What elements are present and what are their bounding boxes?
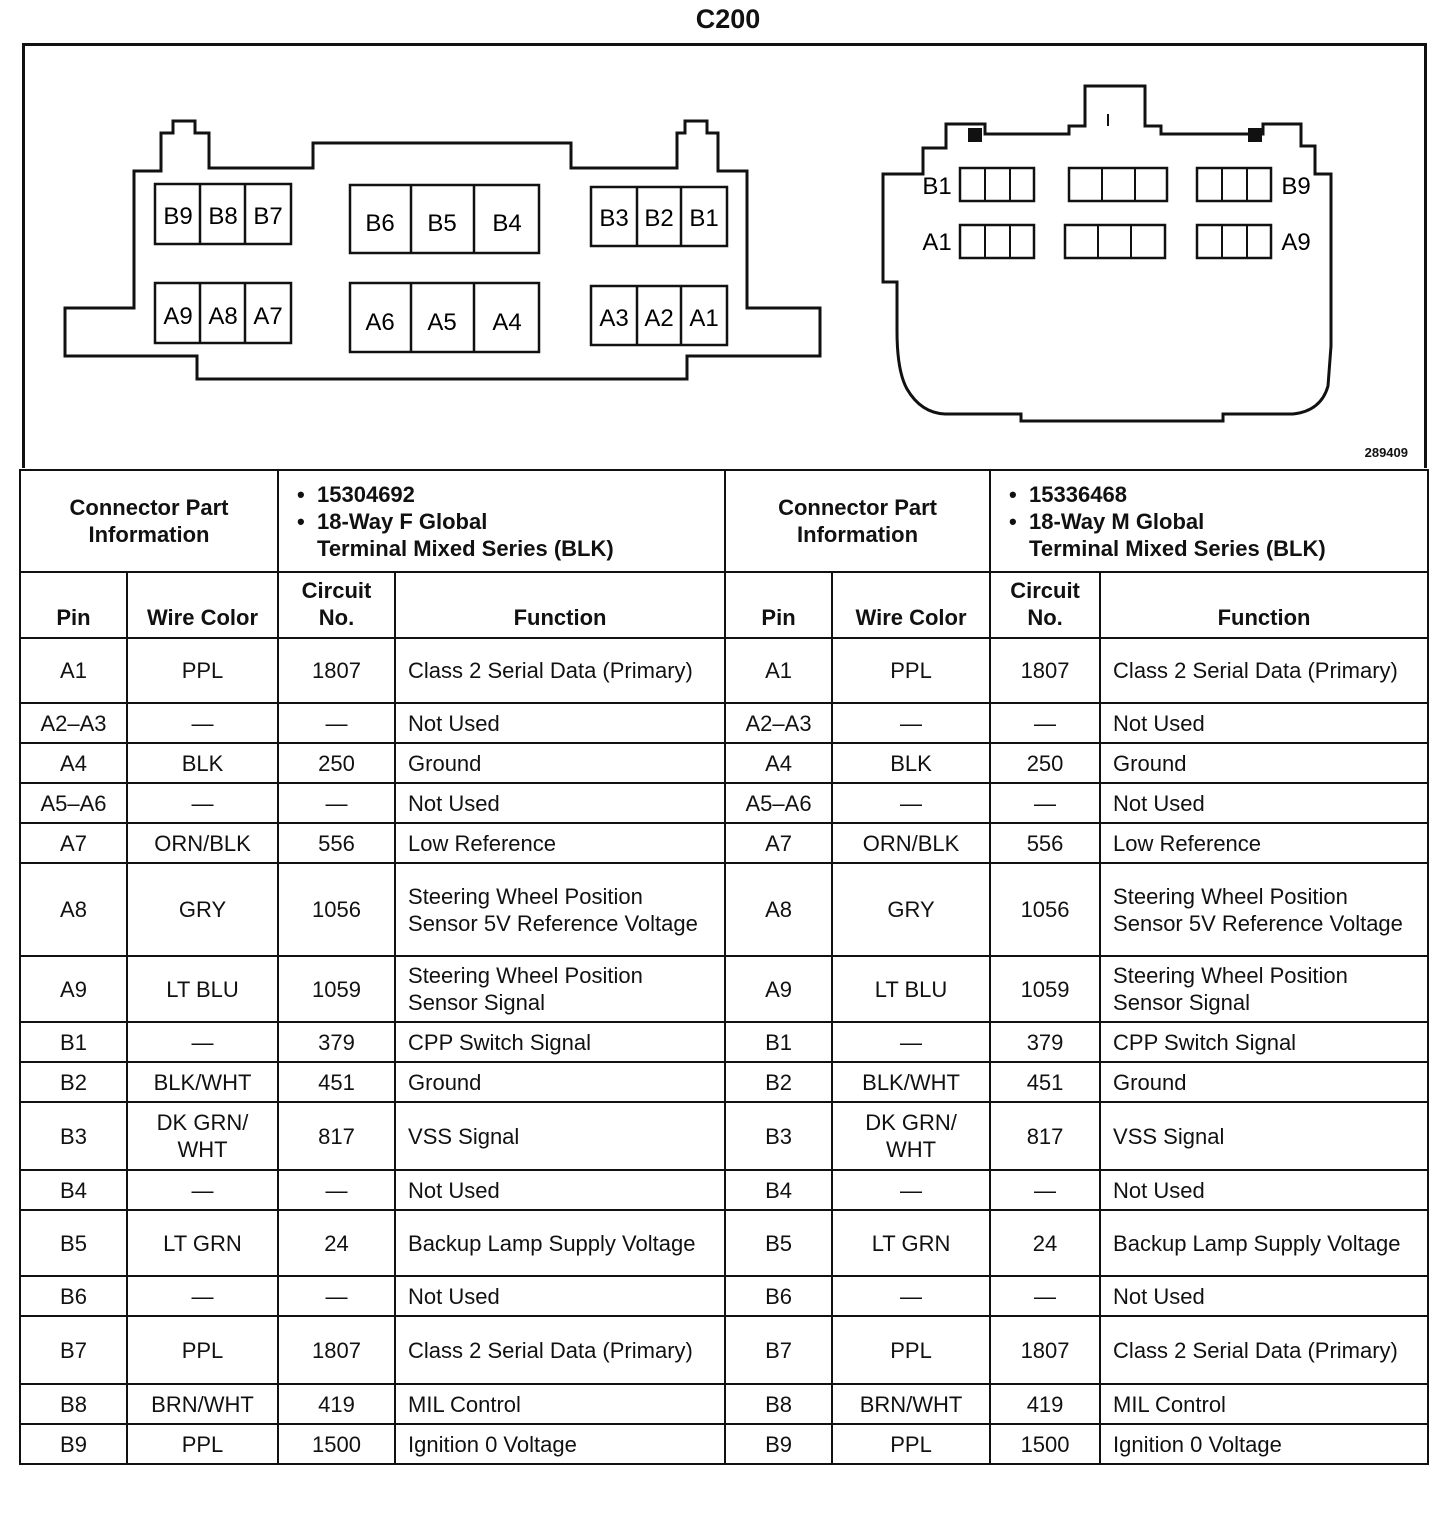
function-cell: Ground (395, 1062, 725, 1102)
circuit-cell: 250 (990, 743, 1100, 783)
pin-cell: A4 (725, 743, 832, 783)
col-pin: Pin (20, 572, 127, 638)
function-cell: VSS Signal (395, 1102, 725, 1170)
circuit-cell: 556 (278, 823, 395, 863)
col-circuit: Circuit No. (278, 572, 395, 638)
function-cell: Steering Wheel Position Sensor Signal (395, 956, 725, 1022)
function-cell: Not Used (395, 1170, 725, 1210)
table-row (20, 1210, 1428, 1276)
figure-id: 289409 (1364, 445, 1408, 460)
wire-color-cell: — (127, 1276, 278, 1316)
pin-cell: B4 (20, 1170, 127, 1210)
table-row (20, 1316, 1428, 1384)
function-cell: Ground (395, 743, 725, 783)
column-header-row (20, 572, 1428, 638)
function-cell: MIL Control (1100, 1384, 1428, 1424)
pin-cell: A2–A3 (20, 703, 127, 743)
table-row (20, 956, 1428, 1022)
male-label-a1: A1 (922, 229, 952, 256)
table-row (20, 1022, 1428, 1062)
table-row (20, 863, 1428, 956)
function-cell: Class 2 Serial Data (Primary) (395, 638, 725, 703)
function-cell: Ground (1100, 1062, 1428, 1102)
function-cell: Not Used (1100, 783, 1428, 823)
function-cell: Not Used (395, 783, 725, 823)
pin-label-a6: A6 (365, 309, 395, 336)
pin-cell: B6 (725, 1276, 832, 1316)
wire-color-cell: PPL (832, 1424, 990, 1464)
circuit-cell: — (278, 703, 395, 743)
pin-cell: A9 (725, 956, 832, 1022)
function-cell: Ignition 0 Voltage (1100, 1424, 1428, 1464)
left-part-info: • 15304692 • 18-Way F Global Terminal Mixed Series (BLK) (278, 470, 725, 572)
pin-cell: B2 (725, 1062, 832, 1102)
circuit-cell: 1056 (278, 863, 395, 956)
col-wire-color: Wire Color (832, 572, 990, 638)
connector-figure (22, 43, 1427, 468)
pin-cell: B7 (725, 1316, 832, 1384)
connector-drawing (25, 46, 1427, 468)
wire-color-cell: LT BLU (832, 956, 990, 1022)
wire-color-cell: ORN/BLK (127, 823, 278, 863)
left-part-desc-1: 18-Way F Global (317, 508, 488, 534)
function-cell: Backup Lamp Supply Voltage (395, 1210, 725, 1276)
table-row (20, 1424, 1428, 1464)
col-wire-color: Wire Color (127, 572, 278, 638)
table-row (20, 638, 1428, 703)
pin-cell: B4 (725, 1170, 832, 1210)
table-row (20, 783, 1428, 823)
left-info-header: Connector Part Information (20, 470, 278, 572)
pin-label-b8: B8 (208, 203, 238, 230)
function-cell: Ground (1100, 743, 1428, 783)
pin-cell: B9 (725, 1424, 832, 1464)
function-cell: Not Used (1100, 1276, 1428, 1316)
col-circuit: Circuit No. (990, 572, 1100, 638)
pin-cell: A7 (20, 823, 127, 863)
function-cell: Low Reference (1100, 823, 1428, 863)
male-label-b1: B1 (922, 173, 952, 200)
circuit-cell: — (278, 783, 395, 823)
pinout-table (19, 469, 1429, 1465)
function-cell: Backup Lamp Supply Voltage (1100, 1210, 1428, 1276)
circuit-cell: 1500 (278, 1424, 395, 1464)
wire-color-cell: LT GRN (832, 1210, 990, 1276)
circuit-cell: 1059 (278, 956, 395, 1022)
pin-cell: A8 (725, 863, 832, 956)
pin-label-a3: A3 (599, 305, 629, 332)
page-title: C200 (695, 4, 761, 34)
circuit-cell: — (278, 1170, 395, 1210)
wire-color-cell: GRY (832, 863, 990, 956)
function-cell: Not Used (1100, 703, 1428, 743)
wire-color-cell: — (832, 1276, 990, 1316)
pin-label-b3: B3 (599, 205, 629, 232)
right-info-header: Connector Part Information (725, 470, 990, 572)
wire-color-cell: PPL (832, 1316, 990, 1384)
table-row (20, 1384, 1428, 1424)
circuit-cell: 419 (278, 1384, 395, 1424)
wire-color-cell: PPL (832, 638, 990, 703)
wire-color-cell: PPL (127, 1424, 278, 1464)
circuit-cell: 1807 (278, 1316, 395, 1384)
table-row (20, 1276, 1428, 1316)
pin-cell: B3 (725, 1102, 832, 1170)
wire-color-cell: BRN/WHT (832, 1384, 990, 1424)
wire-color-cell: — (127, 703, 278, 743)
wire-color-cell: PPL (127, 1316, 278, 1384)
col-pin: Pin (725, 572, 832, 638)
pin-cell: A5–A6 (20, 783, 127, 823)
function-cell: Steering Wheel Position Sensor 5V Reference Voltage (1100, 863, 1428, 956)
wire-color-cell: — (832, 703, 990, 743)
pin-label-b4: B4 (492, 210, 522, 237)
wire-color-cell: BLK/WHT (127, 1062, 278, 1102)
wire-color-cell: BLK (127, 743, 278, 783)
circuit-cell: 419 (990, 1384, 1100, 1424)
female-connector-outline (65, 121, 820, 379)
pin-cell: A9 (20, 956, 127, 1022)
table-row (20, 703, 1428, 743)
wire-color-cell: DK GRN/ WHT (127, 1102, 278, 1170)
circuit-cell: 1059 (990, 956, 1100, 1022)
circuit-cell: 1500 (990, 1424, 1100, 1464)
circuit-cell: 1807 (278, 638, 395, 703)
function-cell: Steering Wheel Position Sensor Signal (1100, 956, 1428, 1022)
pin-cell: A1 (725, 638, 832, 703)
pin-label-b6: B6 (365, 210, 395, 237)
pin-label-a9: A9 (163, 303, 193, 330)
right-part-desc-1: 18-Way M Global (1029, 508, 1205, 534)
function-cell: Not Used (1100, 1170, 1428, 1210)
circuit-cell: 451 (990, 1062, 1100, 1102)
pin-label-b9: B9 (163, 203, 193, 230)
table-row (20, 1102, 1428, 1170)
circuit-cell: — (990, 783, 1100, 823)
circuit-cell: 24 (990, 1210, 1100, 1276)
part-info-row (20, 470, 1428, 572)
circuit-cell: — (990, 1170, 1100, 1210)
wire-color-cell: — (127, 1022, 278, 1062)
right-part-info: • 15336468 • 18-Way M Global Terminal Mixed Series (BLK) (990, 470, 1428, 572)
circuit-cell: 817 (278, 1102, 395, 1170)
male-label-a9: A9 (1281, 229, 1311, 256)
function-cell: VSS Signal (1100, 1102, 1428, 1170)
table-row (20, 823, 1428, 863)
circuit-cell: 1807 (990, 638, 1100, 703)
function-cell: MIL Control (395, 1384, 725, 1424)
pin-cell: A2–A3 (725, 703, 832, 743)
wire-color-cell: BRN/WHT (127, 1384, 278, 1424)
left-part-number: 15304692 (317, 481, 415, 507)
pin-label-a1: A1 (689, 305, 719, 332)
function-cell: Class 2 Serial Data (Primary) (395, 1316, 725, 1384)
function-cell: Ignition 0 Voltage (395, 1424, 725, 1464)
function-cell: CPP Switch Signal (1100, 1022, 1428, 1062)
circuit-cell: 379 (278, 1022, 395, 1062)
pin-label-a5: A5 (427, 309, 457, 336)
wire-color-cell: GRY (127, 863, 278, 956)
circuit-cell: 817 (990, 1102, 1100, 1170)
pin-cell: B5 (20, 1210, 127, 1276)
circuit-cell: 250 (278, 743, 395, 783)
pin-label-a7: A7 (253, 303, 283, 330)
circuit-cell: — (990, 1276, 1100, 1316)
pin-cell: B7 (20, 1316, 127, 1384)
col-function: Function (395, 572, 725, 638)
table-row (20, 1062, 1428, 1102)
circuit-cell: 1056 (990, 863, 1100, 956)
pin-label-b2: B2 (644, 205, 674, 232)
function-cell: CPP Switch Signal (395, 1022, 725, 1062)
pin-cell: B6 (20, 1276, 127, 1316)
pin-cell: B8 (20, 1384, 127, 1424)
table-row (20, 1170, 1428, 1210)
pin-cell: B1 (725, 1022, 832, 1062)
circuit-cell: 451 (278, 1062, 395, 1102)
function-cell: Steering Wheel Position Sensor 5V Reference Voltage (395, 863, 725, 956)
pin-label-b7: B7 (253, 203, 283, 230)
pin-cell: A4 (20, 743, 127, 783)
pin-label-a2: A2 (644, 305, 674, 332)
wire-color-cell: — (127, 783, 278, 823)
wire-color-cell: BLK/WHT (832, 1062, 990, 1102)
pin-label-a4: A4 (492, 309, 522, 336)
wire-color-cell: LT BLU (127, 956, 278, 1022)
pin-cell: B9 (20, 1424, 127, 1464)
pin-cell: A8 (20, 863, 127, 956)
wire-color-cell: PPL (127, 638, 278, 703)
pin-cell: A5–A6 (725, 783, 832, 823)
wire-color-cell: DK GRN/ WHT (832, 1102, 990, 1170)
circuit-cell: 1807 (990, 1316, 1100, 1384)
wire-color-cell: — (832, 1022, 990, 1062)
wire-color-cell: BLK (832, 743, 990, 783)
circuit-cell: — (990, 703, 1100, 743)
pin-cell: B8 (725, 1384, 832, 1424)
wire-color-cell: ORN/BLK (832, 823, 990, 863)
circuit-cell: 24 (278, 1210, 395, 1276)
circuit-cell: 379 (990, 1022, 1100, 1062)
right-part-number: 15336468 (1029, 481, 1127, 507)
pin-cell: A7 (725, 823, 832, 863)
function-cell: Class 2 Serial Data (Primary) (1100, 1316, 1428, 1384)
col-function: Function (1100, 572, 1428, 638)
function-cell: Class 2 Serial Data (Primary) (1100, 638, 1428, 703)
table-row (20, 743, 1428, 783)
pin-label-b5: B5 (427, 210, 457, 237)
pin-cell: B3 (20, 1102, 127, 1170)
wire-color-cell: — (127, 1170, 278, 1210)
pin-cell: B5 (725, 1210, 832, 1276)
pin-cell: B1 (20, 1022, 127, 1062)
function-cell: Low Reference (395, 823, 725, 863)
pin-cell: A1 (20, 638, 127, 703)
wire-color-cell: — (832, 1170, 990, 1210)
pin-label-a8: A8 (208, 303, 238, 330)
right-part-desc-2: Terminal Mixed Series (BLK) (1029, 535, 1326, 561)
pin-cell: B2 (20, 1062, 127, 1102)
function-cell: Not Used (395, 703, 725, 743)
pin-label-b1: B1 (689, 205, 719, 232)
wire-color-cell: LT GRN (127, 1210, 278, 1276)
wire-color-cell: — (832, 783, 990, 823)
circuit-cell: — (278, 1276, 395, 1316)
circuit-cell: 556 (990, 823, 1100, 863)
male-label-b9: B9 (1281, 173, 1311, 200)
left-part-desc-2: Terminal Mixed Series (BLK) (317, 535, 614, 561)
function-cell: Not Used (395, 1276, 725, 1316)
